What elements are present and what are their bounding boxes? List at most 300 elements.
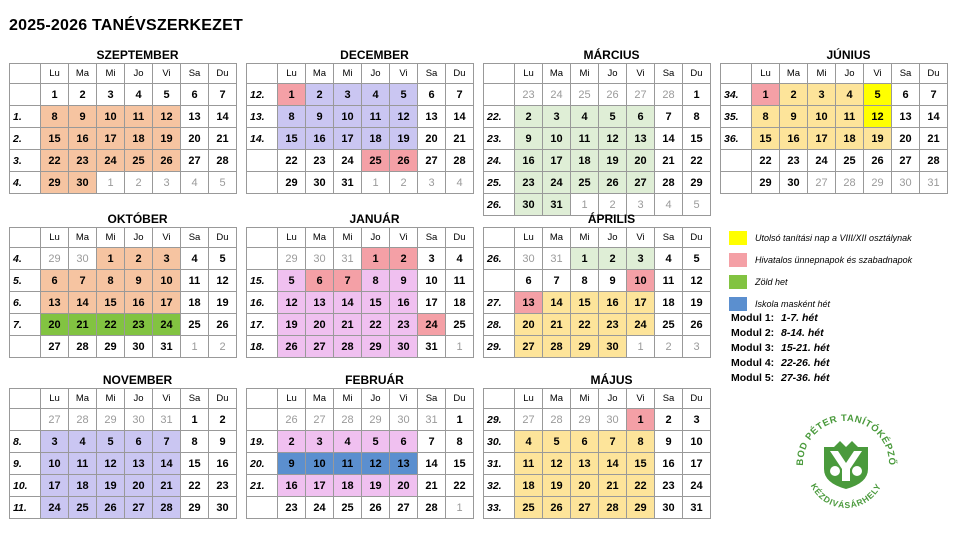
- day-cell: 25: [125, 150, 153, 172]
- day-cell: 5: [543, 431, 571, 453]
- week-number: 18.: [247, 336, 278, 358]
- day-cell: 15: [446, 453, 474, 475]
- week-number: 13.: [247, 106, 278, 128]
- day-cell: 30: [780, 172, 808, 194]
- day-cell: 22: [752, 150, 780, 172]
- week-row: [721, 172, 948, 194]
- weekday-header: Ma: [543, 64, 571, 84]
- logo-upper-text: BOD PÉTER TANÍTÓKÉPZŐ: [794, 412, 898, 466]
- day-cell: 21: [69, 314, 97, 336]
- month-june: [720, 48, 948, 194]
- day-cell: 26: [362, 497, 390, 519]
- weekday-header-row: [247, 64, 474, 84]
- day-cell: 13: [181, 106, 209, 128]
- week-row: [484, 270, 711, 292]
- legend: [729, 227, 954, 315]
- day-cell: 10: [808, 106, 836, 128]
- day-cell: 28: [69, 409, 97, 431]
- week-number: 21.: [247, 475, 278, 497]
- day-cell: 12: [278, 292, 306, 314]
- day-cell: 14: [920, 106, 948, 128]
- day-cell: 2: [655, 336, 683, 358]
- week-row: [10, 270, 237, 292]
- day-cell: 11: [362, 106, 390, 128]
- day-cell: 31: [920, 172, 948, 194]
- day-cell: 7: [599, 431, 627, 453]
- day-cell: 20: [571, 475, 599, 497]
- week-row: [10, 248, 237, 270]
- page-title: 2025-2026 TANÉVSZERKEZET: [9, 17, 243, 34]
- day-cell: 15: [362, 292, 390, 314]
- week-row: [247, 409, 474, 431]
- week-number: 14.: [247, 128, 278, 150]
- weekday-header: Lu: [41, 389, 69, 409]
- day-cell: 8: [278, 106, 306, 128]
- week-number: 22.: [484, 106, 515, 128]
- day-cell: 6: [306, 270, 334, 292]
- day-cell: 11: [655, 270, 683, 292]
- day-cell: 3: [627, 248, 655, 270]
- day-cell: 5: [153, 84, 181, 106]
- weekday-header: Ma: [780, 64, 808, 84]
- day-cell: 11: [125, 106, 153, 128]
- legend-item: [729, 249, 954, 271]
- week-row: [484, 314, 711, 336]
- day-cell: 3: [153, 172, 181, 194]
- day-cell: 14: [599, 453, 627, 475]
- day-cell: 3: [418, 172, 446, 194]
- day-cell: 1: [627, 336, 655, 358]
- week-row: [484, 84, 711, 106]
- week-number: 4.: [10, 172, 41, 194]
- day-cell: 15: [41, 128, 69, 150]
- weekday-header: Mi: [571, 228, 599, 248]
- weekday-header: Du: [446, 228, 474, 248]
- week-number: [247, 497, 278, 519]
- day-cell: 28: [209, 150, 237, 172]
- calendar-table: [9, 63, 237, 194]
- day-cell: 23: [515, 172, 543, 194]
- week-number: 26.: [484, 194, 515, 216]
- day-cell: 4: [69, 431, 97, 453]
- month-name: JÚNIUS: [826, 48, 871, 62]
- day-cell: 27: [41, 336, 69, 358]
- day-cell: 12: [599, 128, 627, 150]
- day-cell: 17: [97, 128, 125, 150]
- month-name: DECEMBER: [340, 48, 409, 62]
- day-cell: 7: [69, 270, 97, 292]
- day-cell: 24: [418, 314, 446, 336]
- day-cell: 31: [418, 336, 446, 358]
- day-cell: 23: [655, 475, 683, 497]
- weekday-header: Ma: [306, 389, 334, 409]
- day-cell: 12: [153, 106, 181, 128]
- day-cell: 10: [41, 453, 69, 475]
- day-cell: 2: [515, 106, 543, 128]
- month-name: MÁRCIUS: [583, 48, 640, 62]
- day-cell: 7: [920, 84, 948, 106]
- week-number: [247, 150, 278, 172]
- weekday-header-row: [484, 389, 711, 409]
- weekday-header: Mi: [334, 389, 362, 409]
- day-cell: 16: [306, 128, 334, 150]
- week-number: 15.: [247, 270, 278, 292]
- legend-label: Hivatalos ünnepnapok és szabadnapok: [755, 255, 913, 265]
- week-number: 26.: [484, 248, 515, 270]
- month-name: MÁJUS: [590, 373, 633, 387]
- week-number: [721, 150, 752, 172]
- week-row: [484, 475, 711, 497]
- day-cell: 28: [69, 336, 97, 358]
- day-cell: 23: [390, 314, 418, 336]
- calendar-table: [483, 63, 711, 216]
- day-cell: 2: [306, 84, 334, 106]
- day-cell: 19: [599, 150, 627, 172]
- day-cell: 24: [153, 314, 181, 336]
- day-cell: 1: [627, 409, 655, 431]
- month-april: [483, 212, 711, 358]
- day-cell: 14: [655, 128, 683, 150]
- week-number: 16.: [247, 292, 278, 314]
- day-cell: 2: [125, 172, 153, 194]
- day-cell: 5: [209, 172, 237, 194]
- day-cell: 15: [278, 128, 306, 150]
- module-row: [731, 311, 829, 326]
- weekday-header-row: [10, 228, 237, 248]
- day-cell: 29: [278, 172, 306, 194]
- day-cell: 2: [599, 194, 627, 216]
- weekday-header: Vi: [390, 389, 418, 409]
- day-cell: 8: [181, 431, 209, 453]
- legend-swatch-green-week: [729, 275, 747, 289]
- day-cell: 1: [752, 84, 780, 106]
- day-cell: 30: [515, 248, 543, 270]
- day-cell: 14: [153, 453, 181, 475]
- week-row: [10, 84, 237, 106]
- day-cell: 26: [543, 497, 571, 519]
- day-cell: 3: [41, 431, 69, 453]
- week-number-header: [484, 64, 515, 84]
- day-cell: 31: [418, 409, 446, 431]
- week-number: 29.: [484, 336, 515, 358]
- day-cell: 20: [181, 128, 209, 150]
- weekday-header: Jo: [599, 228, 627, 248]
- day-cell: 9: [780, 106, 808, 128]
- week-number-header: [484, 228, 515, 248]
- day-cell: 19: [209, 292, 237, 314]
- weekday-header: Vi: [153, 228, 181, 248]
- day-cell: 6: [181, 84, 209, 106]
- weekday-header: Vi: [390, 228, 418, 248]
- month-february: [246, 373, 474, 519]
- week-number-header: [721, 64, 752, 84]
- week-row: [247, 453, 474, 475]
- day-cell: 31: [543, 248, 571, 270]
- day-cell: 13: [390, 453, 418, 475]
- day-cell: 2: [125, 248, 153, 270]
- day-cell: 31: [153, 336, 181, 358]
- weekday-header: Jo: [599, 64, 627, 84]
- week-number: 33.: [484, 497, 515, 519]
- week-number: 23.: [484, 128, 515, 150]
- weekday-header: Mi: [97, 389, 125, 409]
- day-cell: 19: [683, 292, 711, 314]
- week-row: [484, 106, 711, 128]
- day-cell: 9: [69, 106, 97, 128]
- weekday-header: Sa: [418, 389, 446, 409]
- day-cell: 13: [418, 106, 446, 128]
- day-cell: 27: [627, 172, 655, 194]
- day-cell: 31: [334, 248, 362, 270]
- day-cell: 28: [836, 172, 864, 194]
- day-cell: 25: [655, 314, 683, 336]
- day-cell: 30: [125, 409, 153, 431]
- day-cell: 13: [627, 128, 655, 150]
- day-cell: 29: [571, 409, 599, 431]
- week-number: 11.: [10, 497, 41, 519]
- weekday-header-row: [721, 64, 948, 84]
- day-cell: 2: [599, 248, 627, 270]
- week-number-header: [10, 389, 41, 409]
- weekday-header: Ma: [543, 228, 571, 248]
- day-cell: 21: [543, 314, 571, 336]
- day-cell: 29: [97, 336, 125, 358]
- day-cell: 18: [181, 292, 209, 314]
- day-cell: 7: [418, 431, 446, 453]
- week-number: 9.: [10, 453, 41, 475]
- month-name: ÁPRILIS: [587, 212, 636, 226]
- day-cell: 13: [571, 453, 599, 475]
- weekday-header: Sa: [892, 64, 920, 84]
- day-cell: 31: [543, 194, 571, 216]
- day-cell: 1: [571, 248, 599, 270]
- day-cell: 10: [306, 453, 334, 475]
- month-name: JANUÁR: [349, 212, 400, 226]
- week-number: [247, 248, 278, 270]
- month-name: FEBRUÁR: [345, 373, 404, 387]
- weekday-header: Jo: [836, 64, 864, 84]
- calendar-table: [246, 63, 474, 194]
- day-cell: 15: [683, 128, 711, 150]
- day-cell: 19: [543, 475, 571, 497]
- week-row: [247, 336, 474, 358]
- module-name: Modul 5:: [731, 372, 775, 384]
- day-cell: 13: [125, 453, 153, 475]
- module-name: Modul 3:: [731, 342, 775, 354]
- weekday-header-row: [247, 228, 474, 248]
- day-cell: 4: [362, 84, 390, 106]
- day-cell: 17: [627, 292, 655, 314]
- week-row: [10, 336, 237, 358]
- week-number: 27.: [484, 292, 515, 314]
- day-cell: 29: [571, 336, 599, 358]
- day-cell: 30: [209, 497, 237, 519]
- day-cell: 17: [808, 128, 836, 150]
- module-row: [731, 356, 829, 371]
- day-cell: 4: [446, 172, 474, 194]
- day-cell: 15: [627, 453, 655, 475]
- day-cell: 11: [515, 453, 543, 475]
- day-cell: 28: [655, 172, 683, 194]
- weekday-header: Lu: [278, 64, 306, 84]
- week-number: 12.: [247, 84, 278, 106]
- day-cell: 10: [543, 128, 571, 150]
- weekday-header: Ma: [69, 389, 97, 409]
- day-cell: 15: [571, 292, 599, 314]
- day-cell: 14: [334, 292, 362, 314]
- day-cell: 30: [69, 248, 97, 270]
- day-cell: 1: [446, 409, 474, 431]
- calendar-table: [246, 388, 474, 519]
- day-cell: 26: [599, 84, 627, 106]
- day-cell: 5: [209, 248, 237, 270]
- weekday-header-row: [484, 64, 711, 84]
- day-cell: 17: [418, 292, 446, 314]
- day-cell: 10: [627, 270, 655, 292]
- week-row: [484, 248, 711, 270]
- week-row: [10, 150, 237, 172]
- weekday-header: Sa: [655, 64, 683, 84]
- day-cell: 15: [97, 292, 125, 314]
- week-number: 19.: [247, 431, 278, 453]
- day-cell: 1: [181, 409, 209, 431]
- day-cell: 17: [683, 453, 711, 475]
- day-cell: 7: [153, 431, 181, 453]
- day-cell: 8: [683, 106, 711, 128]
- weekday-header: Jo: [125, 64, 153, 84]
- day-cell: 11: [571, 128, 599, 150]
- weekday-header: Mi: [97, 64, 125, 84]
- day-cell: 2: [390, 248, 418, 270]
- week-row: [10, 128, 237, 150]
- day-cell: 22: [627, 475, 655, 497]
- day-cell: 9: [655, 431, 683, 453]
- day-cell: 14: [418, 453, 446, 475]
- week-number: [247, 172, 278, 194]
- day-cell: 1: [97, 172, 125, 194]
- day-cell: 24: [683, 475, 711, 497]
- day-cell: 20: [41, 314, 69, 336]
- weekday-header: Jo: [599, 389, 627, 409]
- day-cell: 2: [390, 172, 418, 194]
- day-cell: 11: [334, 453, 362, 475]
- day-cell: 12: [362, 453, 390, 475]
- day-cell: 3: [418, 248, 446, 270]
- day-cell: 10: [153, 270, 181, 292]
- day-cell: 1: [181, 336, 209, 358]
- logo-lower-text: KÉZDIVÁSÁRHELY: [808, 481, 884, 511]
- day-cell: 20: [125, 475, 153, 497]
- week-row: [247, 475, 474, 497]
- day-cell: 27: [627, 84, 655, 106]
- day-cell: 22: [571, 314, 599, 336]
- week-row: [484, 172, 711, 194]
- weekday-header: Vi: [627, 228, 655, 248]
- day-cell: 1: [97, 248, 125, 270]
- week-number: [484, 84, 515, 106]
- day-cell: 20: [390, 475, 418, 497]
- day-cell: 13: [515, 292, 543, 314]
- day-cell: 6: [515, 270, 543, 292]
- legend-swatch-last-day: [729, 231, 747, 245]
- week-number: 7.: [10, 314, 41, 336]
- day-cell: 9: [209, 431, 237, 453]
- weekday-header: Vi: [627, 64, 655, 84]
- day-cell: 6: [892, 84, 920, 106]
- day-cell: 2: [209, 409, 237, 431]
- week-number-header: [10, 64, 41, 84]
- day-cell: 6: [125, 431, 153, 453]
- week-number-header: [247, 64, 278, 84]
- day-cell: 29: [683, 172, 711, 194]
- weekday-header: Jo: [362, 64, 390, 84]
- weekday-header: Sa: [418, 228, 446, 248]
- week-number: 20.: [247, 453, 278, 475]
- week-number: 1.: [10, 106, 41, 128]
- day-cell: 31: [153, 409, 181, 431]
- day-cell: 29: [752, 172, 780, 194]
- weekday-header: Sa: [655, 389, 683, 409]
- day-cell: 29: [97, 409, 125, 431]
- day-cell: 7: [334, 270, 362, 292]
- day-cell: 30: [655, 497, 683, 519]
- day-cell: 25: [69, 497, 97, 519]
- day-cell: 29: [362, 409, 390, 431]
- day-cell: 30: [390, 409, 418, 431]
- day-cell: 6: [418, 84, 446, 106]
- week-number: 35.: [721, 106, 752, 128]
- week-row: [247, 150, 474, 172]
- day-cell: 4: [181, 172, 209, 194]
- weekday-header: Jo: [125, 228, 153, 248]
- module-name: Modul 4:: [731, 357, 775, 369]
- month-may: [483, 373, 711, 519]
- day-cell: 8: [752, 106, 780, 128]
- day-cell: 15: [181, 453, 209, 475]
- week-number: 2.: [10, 128, 41, 150]
- weekday-header: Du: [683, 64, 711, 84]
- legend-label: Zöld het: [755, 277, 788, 287]
- week-row: [247, 431, 474, 453]
- weekday-header: Du: [209, 228, 237, 248]
- day-cell: 13: [41, 292, 69, 314]
- month-january: [246, 212, 474, 358]
- day-cell: 23: [278, 497, 306, 519]
- day-cell: 26: [683, 314, 711, 336]
- day-cell: 18: [655, 292, 683, 314]
- week-row: [247, 497, 474, 519]
- calendar-table: [9, 388, 237, 519]
- day-cell: 18: [125, 128, 153, 150]
- day-cell: 28: [543, 409, 571, 431]
- weekday-header: Ma: [306, 64, 334, 84]
- day-cell: 9: [125, 270, 153, 292]
- day-cell: 24: [97, 150, 125, 172]
- day-cell: 24: [808, 150, 836, 172]
- day-cell: 3: [808, 84, 836, 106]
- week-number: 29.: [484, 409, 515, 431]
- day-cell: 25: [446, 314, 474, 336]
- weekday-header: Lu: [41, 228, 69, 248]
- weekday-header-row: [484, 228, 711, 248]
- day-cell: 9: [278, 453, 306, 475]
- legend-item: [729, 271, 954, 293]
- day-cell: 14: [209, 106, 237, 128]
- day-cell: 18: [515, 475, 543, 497]
- day-cell: 21: [209, 128, 237, 150]
- day-cell: 7: [655, 106, 683, 128]
- day-cell: 26: [209, 314, 237, 336]
